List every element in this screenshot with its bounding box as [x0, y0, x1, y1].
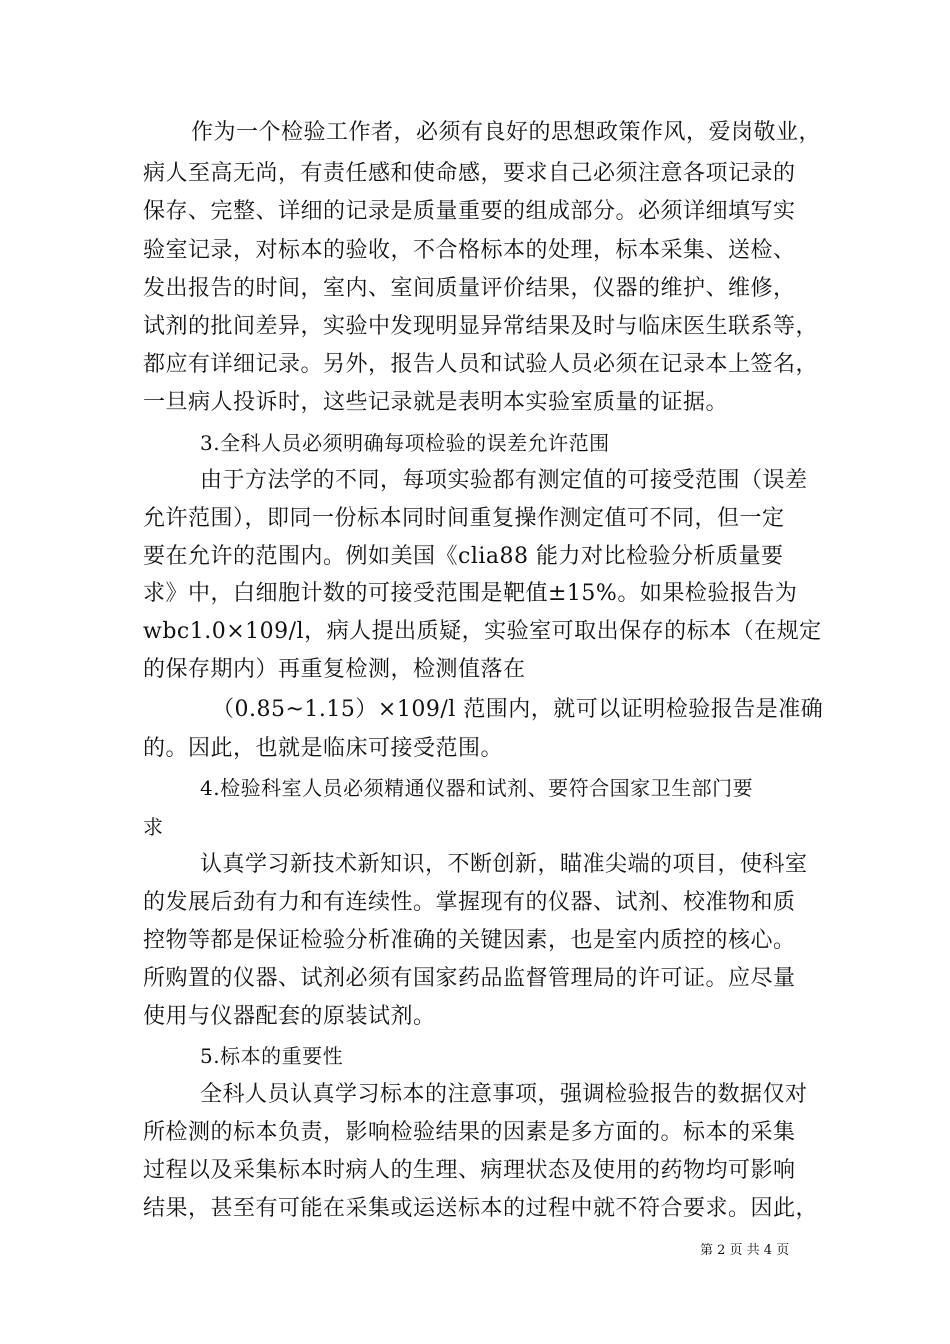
body-line: 病人至高无尚，有责任感和使命感，要求自己必须注意各项记录的	[143, 161, 796, 186]
body-line: 的。因此，也就是临床可接受范围。	[143, 736, 504, 761]
section-heading: 4.检验科室人员必须精通仪器和试剂、要符合国家卫生部门要	[200, 776, 754, 800]
body-line: 认真学习新技术新知识，不断创新，瞄准尖端的项目，使科室	[200, 852, 808, 877]
body-line: 所购置的仪器、试剂必须有国家药品监督管理局的许可证。应尽量	[143, 966, 796, 991]
body-line: 都应有详细记录。另外，报告人员和试验人员必须在记录本上签名，	[143, 352, 819, 377]
body-line: 试剂的批间差异，实验中发现明显异常结果及时与临床医生联系等，	[143, 314, 819, 339]
body-line: 使用与仪器配套的原装试剂。	[143, 1004, 436, 1029]
body-line: 过程以及采集标本时病人的生理、病理状态及使用的药物均可影响	[143, 1158, 796, 1183]
body-line: 全科人员认真学习标本的注意事项，强调检验报告的数据仅对	[200, 1082, 808, 1107]
body-line: wbc1.0×109/l，病人提出质疑，实验室可取出保存的标本（在规定	[143, 619, 822, 644]
body-line: 求》中，白细胞计数的可接受范围是靶值±15%。如果检验报告为	[143, 581, 798, 606]
section-heading: 求	[143, 815, 164, 839]
body-line: 作为一个检验工作者，必须有良好的思想政策作风，爱岗敬业，	[191, 120, 822, 145]
body-line: 结果，甚至有可能在采集或运送标本的过程中就不符合要求。因此，	[143, 1196, 819, 1221]
body-line: 的发展后劲有力和有连续性。掌握现有的仪器、试剂、校准物和质	[143, 890, 796, 915]
body-line: 所检测的标本负责，影响检验结果的因素是多方面的。标本的采集	[143, 1120, 796, 1145]
body-line: 一旦病人投诉时，这些记录就是表明本实验室质量的证据。	[143, 390, 729, 415]
body-line: 发出报告的时间，室内、室间质量评价结果，仪器的维护、维修，	[143, 276, 796, 301]
body-line: 允许范围），即同一份标本同时间重复操作测定值可不同，但一定	[143, 506, 785, 531]
body-line: 验室记录，对标本的验收，不合格标本的处理，标本采集、送检、	[143, 238, 796, 263]
body-line: 控物等都是保证检验分析准确的关键因素，也是室内质控的核心。	[143, 928, 796, 953]
body-line: 由于方法学的不同，每项实验都有测定值的可接受范围（误差	[200, 468, 808, 493]
body-line: 要在允许的范围内。例如美国《clia88 能力对比检验分析质量要	[143, 544, 784, 569]
body-line: 的保存期内）再重复检测，检测值落在	[143, 657, 526, 682]
section-heading: 5.标本的重要性	[200, 1044, 344, 1068]
body-line: （0.85~1.15）×109/l 范围内，就可以证明检验报告是准确	[212, 697, 824, 722]
page-number: 第 2 页 共 4 页	[700, 1243, 790, 1258]
section-heading: 3.全科人员必须明确每项检验的误差允许范围	[200, 431, 610, 455]
body-line: 保存、完整、详细的记录是质量重要的组成部分。必须详细填写实	[143, 199, 796, 224]
